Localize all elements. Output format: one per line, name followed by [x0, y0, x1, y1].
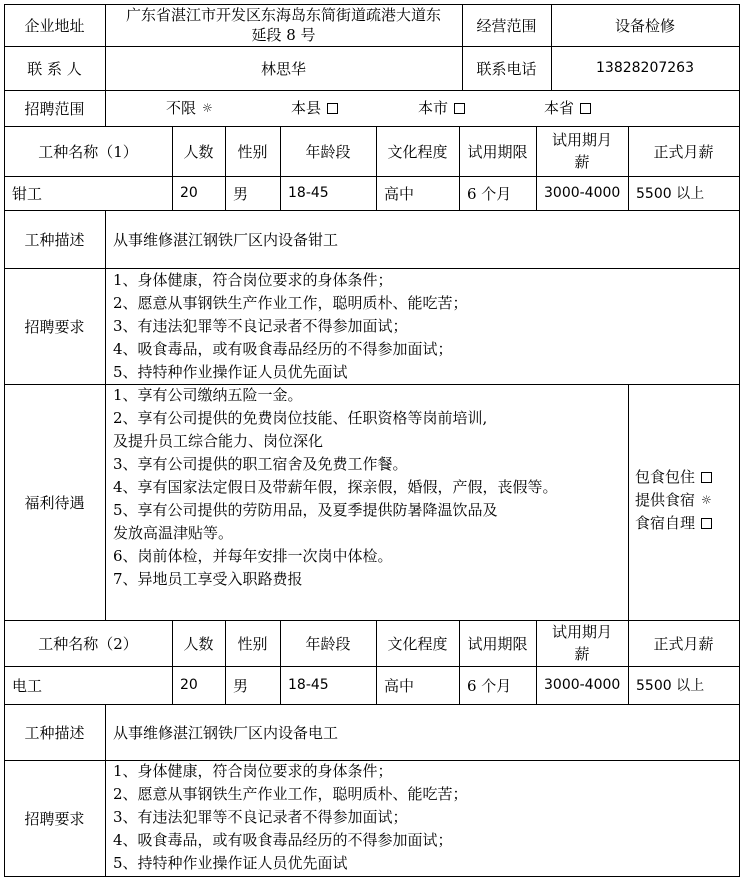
- header-trial-salary-line2: 薪: [574, 153, 590, 171]
- meal-option-label: 提供食宿: [635, 491, 696, 509]
- job-req-label: 招聘要求: [24, 317, 85, 336]
- job-trial-salary: 3000-4000: [544, 677, 621, 693]
- phone-value: 13828207263: [596, 60, 694, 76]
- job-name: 钳工: [12, 184, 43, 203]
- row-divider: [4, 126, 740, 127]
- sun-icon: ☼: [701, 493, 712, 507]
- job-count: 20: [180, 185, 198, 201]
- job-count: 20: [180, 677, 198, 693]
- col-divider: [459, 620, 460, 704]
- requirement-item: 5、持特种作业操作证人员优先面试: [113, 363, 348, 381]
- header-count: 人数: [183, 634, 214, 653]
- col-divider: [551, 4, 552, 90]
- meal-option-provided[interactable]: [635, 489, 739, 512]
- col-divider: [225, 126, 226, 210]
- table-border: [4, 4, 5, 877]
- job-gender: 男: [233, 676, 249, 695]
- scope-option-county[interactable]: [291, 97, 338, 118]
- job-desc: 从事维修湛江钢铁厂区内设备钳工: [113, 230, 339, 249]
- requirement-item: 4、吸食毒品，或有吸食毒品经历的不得参加面试；: [113, 340, 453, 358]
- welfare-item: 1、享有公司缴纳五险一金。: [113, 386, 303, 404]
- col-divider: [225, 620, 226, 704]
- header-trial-salary-line2: 薪: [574, 645, 590, 663]
- table-border: [4, 4, 740, 5]
- job-desc: 从事维修湛江钢铁厂区内设备电工: [113, 723, 339, 742]
- col-divider: [628, 384, 629, 620]
- row-divider: [4, 268, 740, 269]
- job-formal-salary: 5500 以上: [636, 186, 705, 202]
- scope-value: 设备检修: [614, 16, 675, 35]
- header-gender: 性别: [237, 634, 268, 653]
- row-divider: [4, 176, 740, 177]
- job-header-label: 工种名称（1）: [38, 142, 138, 161]
- checkbox-icon: [327, 103, 338, 114]
- col-divider: [280, 620, 281, 704]
- col-divider: [280, 126, 281, 210]
- meal-option-full[interactable]: [635, 466, 739, 489]
- table-border: [739, 4, 740, 877]
- col-divider: [628, 620, 629, 704]
- col-divider: [536, 126, 537, 210]
- row-divider: [4, 620, 740, 621]
- scope-option-unlimited[interactable]: [166, 97, 213, 118]
- col-divider: [172, 126, 173, 210]
- requirement-item: 2、愿意从事钢铁生产作业工作，聪明质朴、能吃苦；: [113, 294, 468, 312]
- welfare-item: 6、岗前体检，并每年安排一次岗中体检。: [113, 547, 393, 565]
- header-education: 文化程度: [387, 142, 448, 161]
- scope-option-label: 本省: [544, 99, 575, 117]
- header-gender: 性别: [237, 142, 268, 161]
- requirement-item: 1、身体健康，符合岗位要求的身体条件；: [113, 762, 393, 780]
- scope-option-province[interactable]: [544, 97, 591, 118]
- checkbox-icon: [454, 103, 465, 114]
- row-divider: [4, 760, 740, 761]
- meal-option-self[interactable]: [635, 512, 739, 535]
- requirement-item: 4、吸食毒品，或有吸食毒品经历的不得参加面试；: [113, 831, 453, 849]
- col-divider: [628, 126, 629, 210]
- header-trial-salary-line1: 试用期月: [551, 131, 612, 149]
- contact-label: 联 系 人: [27, 59, 82, 78]
- welfare-item: 4、享有国家法定假日及带薪年假，探亲假，婚假，产假，丧假等。: [113, 478, 558, 496]
- job-desc-label: 工种描述: [24, 230, 85, 249]
- col-divider: [105, 210, 106, 620]
- col-divider: [459, 126, 460, 210]
- job-gender: 男: [233, 184, 249, 203]
- col-divider: [172, 620, 173, 704]
- col-divider: [462, 4, 463, 90]
- welfare-label: 福利待遇: [24, 493, 85, 512]
- header-education: 文化程度: [387, 634, 448, 653]
- scope-option-city[interactable]: [418, 97, 465, 118]
- requirement-item: 1、身体健康，符合岗位要求的身体条件；: [113, 271, 393, 289]
- welfare-item: 7、异地员工享受入职路费报: [113, 570, 303, 588]
- header-trial-period: 试用期限: [467, 142, 528, 161]
- meal-option-label: 包食包住: [635, 468, 696, 486]
- header-trial-salary-line1: 试用期月: [551, 623, 612, 641]
- header-formal-salary: 正式月薪: [653, 142, 714, 161]
- header-trial-salary: [536, 126, 628, 176]
- row-divider: [4, 666, 740, 667]
- header-formal-salary: 正式月薪: [653, 634, 714, 653]
- contact-value: 林思华: [260, 59, 306, 78]
- requirement-item: 3、有违法犯罪等不良记录者不得参加面试；: [113, 808, 408, 826]
- sun-icon: ☼: [202, 101, 213, 115]
- job-trial-period: 6 个月: [467, 184, 512, 203]
- row-divider: [4, 704, 740, 705]
- welfare-item: 及提升员工综合能力、岗位深化: [113, 432, 324, 450]
- col-divider: [376, 126, 377, 210]
- checkbox-icon: [701, 518, 712, 529]
- address-line-1: 广东省湛江市开发区东海岛东简街道疏港大道东: [125, 6, 441, 24]
- job-req-label: 招聘要求: [24, 809, 85, 828]
- job-formal-salary: 5500 以上: [636, 678, 705, 694]
- col-divider: [105, 4, 106, 126]
- checkbox-icon: [580, 103, 591, 114]
- row-divider: [4, 384, 740, 385]
- checkbox-icon: [701, 472, 712, 483]
- table-border: [4, 876, 740, 877]
- row-divider: [4, 210, 740, 211]
- job-trial-salary: 3000-4000: [544, 185, 621, 201]
- meal-option-label: 食宿自理: [635, 514, 696, 532]
- welfare-item: 3、享有公司提供的职工宿舍及免费工作餐。: [113, 455, 408, 473]
- header-trial-salary: [536, 620, 628, 666]
- col-divider: [376, 620, 377, 704]
- welfare-list: [105, 384, 628, 620]
- job-header-label: 工种名称（2）: [38, 634, 138, 653]
- col-divider: [105, 704, 106, 876]
- header-count: 人数: [183, 142, 214, 161]
- row-divider: [4, 46, 740, 47]
- address-value: [105, 4, 462, 46]
- requirements-list: [105, 760, 739, 876]
- meal-options: [628, 384, 739, 620]
- header-age: 年龄段: [305, 634, 351, 653]
- job-name: 电工: [12, 676, 43, 695]
- scope-option-label: 不限: [166, 99, 197, 117]
- scope-label: 经营范围: [476, 16, 537, 35]
- scope-option-label: 本县: [291, 99, 322, 117]
- requirements-list: [105, 268, 739, 384]
- recruit-scope-label: 招聘范围: [24, 99, 85, 118]
- requirement-item: 2、愿意从事钢铁生产作业工作，聪明质朴、能吃苦；: [113, 785, 468, 803]
- phone-label: 联系电话: [476, 59, 537, 78]
- requirement-item: 5、持特种作业操作证人员优先面试: [113, 854, 348, 872]
- job-trial-period: 6 个月: [467, 676, 512, 695]
- job-education: 高中: [384, 676, 415, 695]
- header-age: 年龄段: [305, 142, 351, 161]
- job-education: 高中: [384, 184, 415, 203]
- address-line-2: 延段 8 号: [251, 26, 316, 44]
- welfare-item: 发放高温津贴等。: [113, 524, 234, 542]
- header-trial-period: 试用期限: [467, 634, 528, 653]
- row-divider: [4, 90, 740, 91]
- scope-option-label: 本市: [418, 99, 449, 117]
- job-desc-label: 工种描述: [24, 723, 85, 742]
- address-label: 企业地址: [24, 16, 85, 35]
- requirement-item: 3、有违法犯罪等不良记录者不得参加面试；: [113, 317, 408, 335]
- job-age: 18-45: [288, 185, 329, 201]
- job-age: 18-45: [288, 677, 329, 693]
- welfare-item: 2、享有公司提供的免费岗位技能、任职资格等岗前培训,: [113, 409, 488, 427]
- col-divider: [536, 620, 537, 704]
- welfare-item: 5、享有公司提供的劳防用品，及夏季提供防暑降温饮品及: [113, 501, 498, 519]
